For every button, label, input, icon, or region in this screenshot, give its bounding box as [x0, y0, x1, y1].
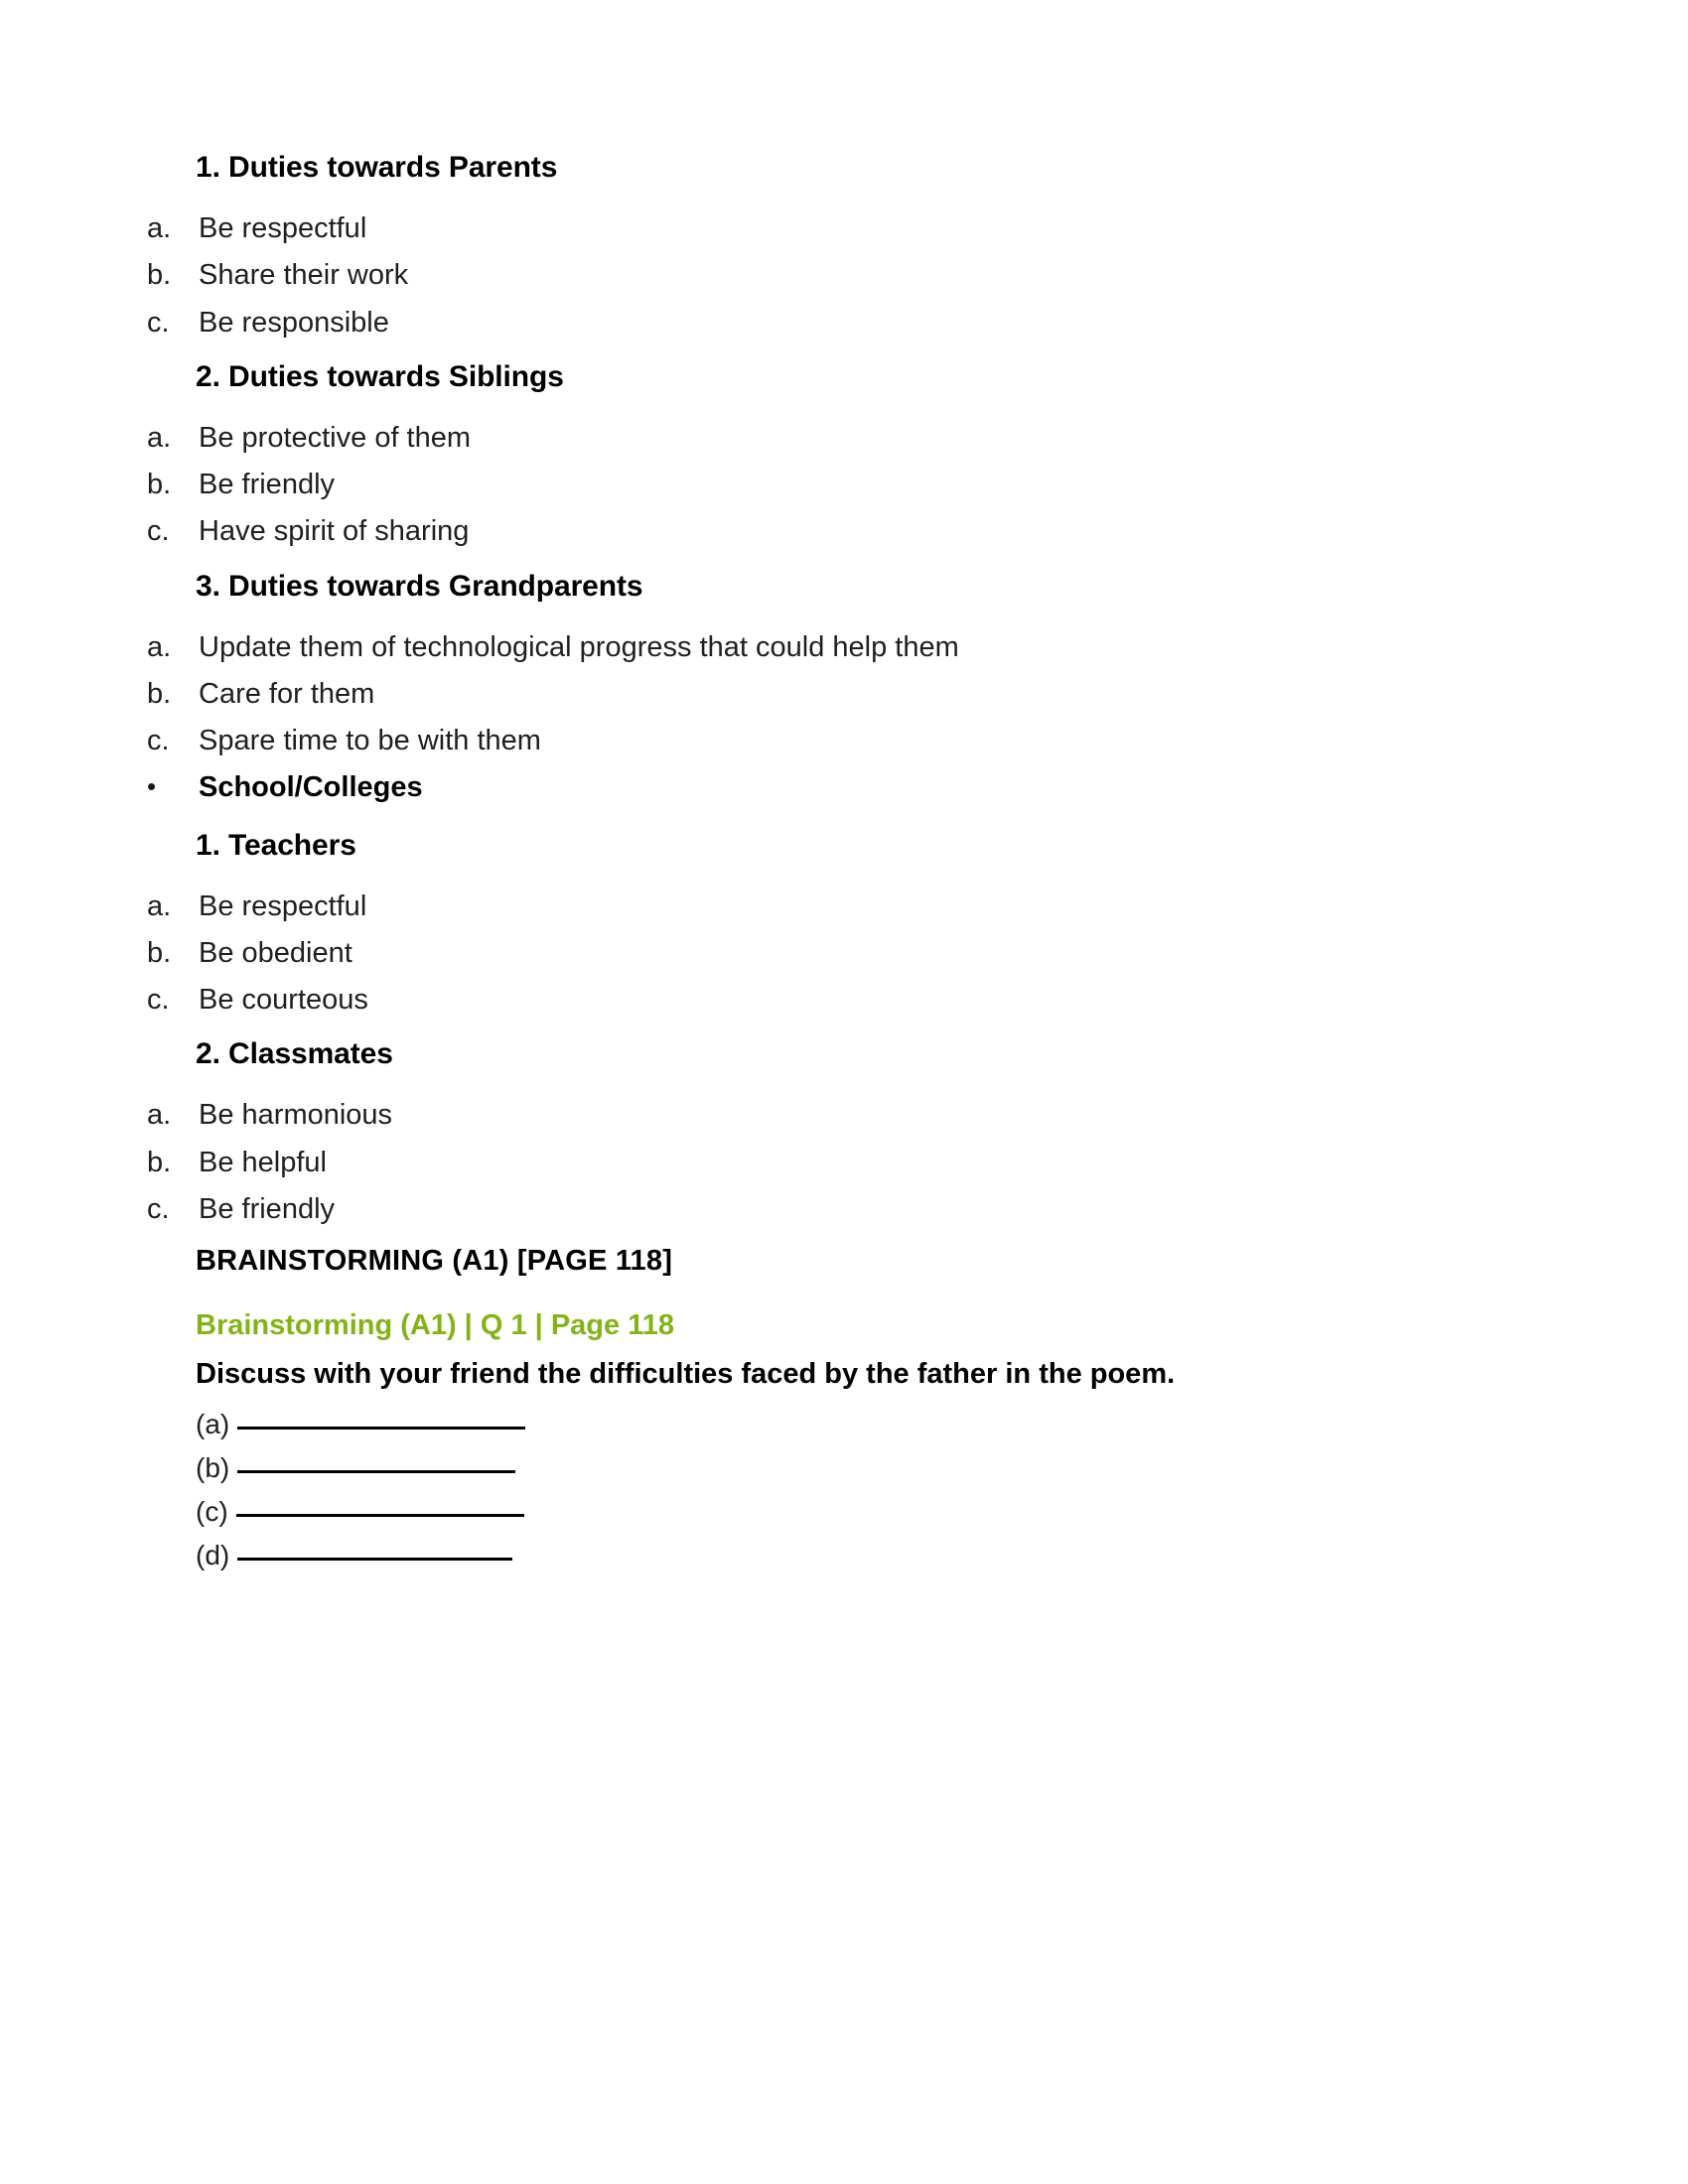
list-item-text: Update them of technological progress that could help them	[199, 630, 959, 663]
answer-blank-row[interactable]	[0, 1409, 1688, 1440]
list-item-text: Be respectful	[199, 212, 367, 244]
list-item	[0, 982, 1688, 1018]
list-marker: c.	[147, 1192, 170, 1225]
list-item-text: Be protective of them	[199, 421, 472, 454]
section-heading-teachers: 1. Teachers	[196, 828, 356, 862]
bullet-dot-icon: •	[147, 771, 157, 802]
list-item-text: Spare time to be with them	[199, 725, 541, 756]
section-heading-duties-parents: 1. Duties towards Parents	[196, 151, 558, 184]
bullet-item-label: School/Colleges	[199, 771, 423, 804]
list-item	[0, 210, 1688, 246]
list-marker: a.	[147, 630, 172, 663]
list-marker: a.	[147, 1099, 172, 1132]
list-marker: c.	[147, 515, 170, 548]
list-item	[0, 305, 1688, 341]
list-item-text: Care for them	[199, 677, 375, 710]
list-item	[0, 935, 1688, 971]
list-item-text: Be courteous	[199, 984, 368, 1016]
list-item	[0, 723, 1688, 758]
answer-blank-row[interactable]	[0, 1452, 1688, 1484]
list-marker: b.	[147, 1146, 172, 1178]
list-marker: c.	[147, 306, 170, 339]
brainstorming-reference: Brainstorming (A1) | Q 1 | Page 118	[196, 1308, 674, 1341]
section-heading-classmates: 2. Classmates	[196, 1037, 393, 1071]
answer-blank-row[interactable]	[0, 1540, 1688, 1571]
list-item	[0, 1145, 1688, 1180]
list-marker: c.	[147, 984, 170, 1016]
list-item	[0, 1191, 1688, 1227]
list-marker: b.	[147, 469, 172, 500]
list-item-text: Have spirit of sharing	[199, 515, 470, 548]
list-marker: b.	[147, 677, 172, 710]
list-item	[0, 257, 1688, 293]
answer-blank-row[interactable]	[0, 1496, 1688, 1528]
list-item	[0, 629, 1688, 665]
bullet-list-item-school-colleges	[0, 769, 1688, 805]
answer-blank-label: (c)	[196, 1496, 228, 1528]
brainstorming-question: Discuss with your friend the difficulties faced by the father in the poem.	[196, 1357, 1176, 1390]
list-item-text: Be responsible	[199, 306, 389, 339]
answer-blank-label: (b)	[196, 1452, 230, 1484]
list-item-text: Be obedient	[199, 936, 352, 969]
list-item	[0, 420, 1688, 456]
section-heading-duties-siblings: 2. Duties towards Siblings	[196, 359, 564, 393]
list-item	[0, 676, 1688, 712]
list-item-text: Be harmonious	[199, 1099, 393, 1132]
list-item	[0, 888, 1688, 924]
list-marker: a.	[147, 889, 172, 922]
answer-blank-rule[interactable]	[237, 1469, 515, 1473]
list-marker: a.	[147, 212, 172, 244]
list-item-text: Be respectful	[199, 889, 367, 922]
list-item	[0, 1097, 1688, 1133]
list-marker: b.	[147, 259, 172, 292]
list-marker: a.	[147, 421, 172, 454]
list-item-text: Share their work	[199, 259, 409, 292]
answer-blank-label: (a)	[196, 1408, 230, 1439]
list-item	[0, 513, 1688, 549]
list-item	[0, 467, 1688, 502]
answer-blank-rule[interactable]	[237, 1426, 525, 1430]
list-marker: b.	[147, 936, 172, 969]
answer-blank-rule[interactable]	[236, 1513, 524, 1517]
list-marker: c.	[147, 725, 170, 756]
list-item-text: Be friendly	[199, 1192, 336, 1225]
brainstorming-section-heading: BRAINSTORMING (A1) [PAGE 118]	[196, 1245, 673, 1277]
answer-blank-label: (d)	[196, 1540, 230, 1571]
list-item-text: Be friendly	[199, 469, 336, 500]
answer-blank-rule[interactable]	[237, 1557, 512, 1561]
list-item-text: Be helpful	[199, 1146, 327, 1178]
section-heading-duties-grandparents: 3. Duties towards Grandparents	[196, 569, 643, 603]
